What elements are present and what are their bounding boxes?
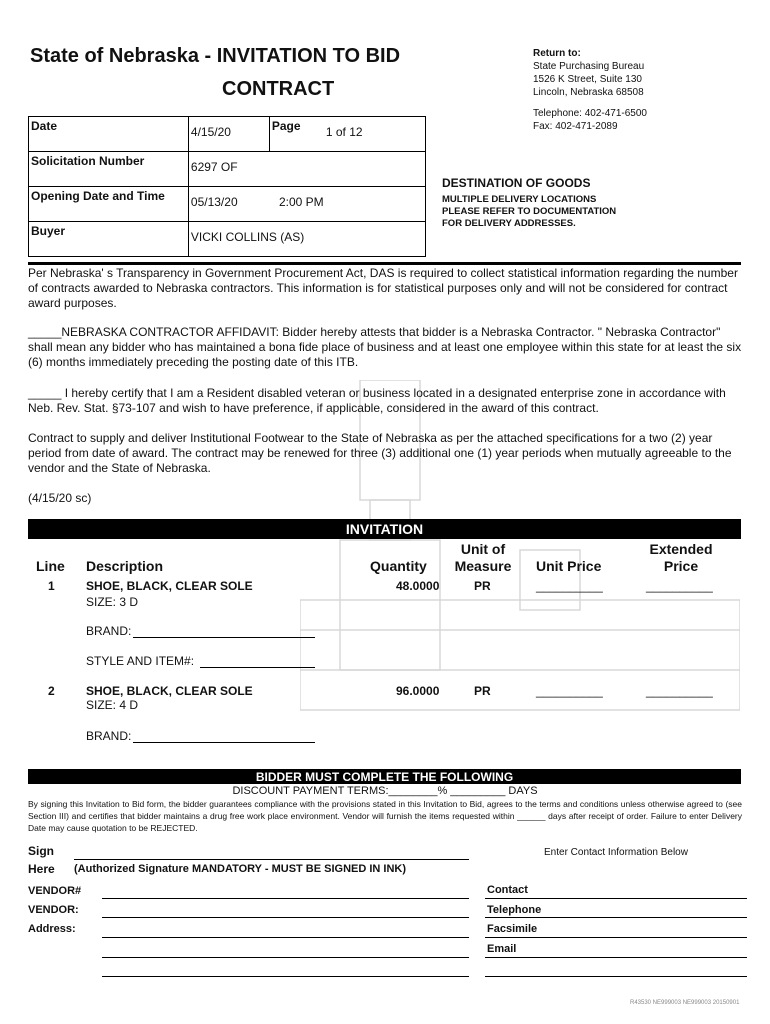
col-ext-line1: Extended <box>649 541 713 557</box>
extended-price-field[interactable]: __________ <box>646 684 713 698</box>
col-quantity: Quantity <box>370 558 427 574</box>
contract-description: Contract to supply and deliver Institutional Footwear to the State of Nebraska as per the attached specifications for a two (2) year period from date of award. The contract may be renewed for three (3) additional one (1) year periods when mutually agreeable to the vendor and the State of Nebraska. <box>28 431 732 475</box>
item-line-number: 2 <box>48 684 55 698</box>
destination-block <box>442 176 616 230</box>
item-description: SHOE, BLACK, CLEAR SOLE <box>86 684 253 698</box>
destination-line: PLEASE REFER TO DOCUMENTATION <box>442 206 617 217</box>
col-description: Description <box>86 558 164 574</box>
unit-price-field[interactable]: __________ <box>536 579 603 593</box>
buyer-label: Buyer <box>31 224 66 238</box>
terms-paragraph: By signing this Invitation to Bid form, the bidder guarantees compliance with the provisions stated in this Invitation to Bid, agrees to the terms and conditions unless otherwise agreed to (see Section III) and certifies that bidder maintains a drug free work place environment. Vendor will furnish the items requested within ______ days after receipt of order. Failure to enter Delivery Date may cause quotation to be REJECTED. <box>28 799 742 833</box>
brand-field[interactable] <box>133 742 315 743</box>
address-field-2[interactable] <box>102 957 469 958</box>
style-field[interactable] <box>200 667 315 668</box>
item-size: SIZE: 3 D <box>86 595 139 609</box>
facsimile-field[interactable] <box>485 937 747 938</box>
item-quantity: 96.0000 <box>396 684 440 698</box>
solicitation-label: Solicitation Number <box>31 154 145 168</box>
col-line: Line <box>36 558 65 574</box>
contact-label: Contact <box>487 884 528 896</box>
col-extended-price <box>640 541 722 575</box>
return-to-line: Lincoln, Nebraska 68508 <box>533 87 644 98</box>
return-to-line: 1526 K Street, Suite 130 <box>533 74 642 85</box>
item-quantity: 48.0000 <box>396 579 440 593</box>
opening-label: Opening Date and Time <box>31 189 165 203</box>
col-unit-price: Unit Price <box>536 558 602 574</box>
return-to-block <box>533 47 647 133</box>
divider <box>28 262 741 265</box>
signature-note: (Authorized Signature MANDATORY - MUST BE SIGNED IN INK) <box>74 863 407 875</box>
discount-terms: DISCOUNT PAYMENT TERMS:________% _________ DAYS <box>232 785 538 797</box>
unit-price-field[interactable]: __________ <box>536 684 603 698</box>
page-value: 1 of 12 <box>325 125 363 139</box>
signature-field[interactable] <box>74 859 469 860</box>
opening-time: 2:00 PM <box>278 195 324 209</box>
solicitation-info-table <box>28 116 426 257</box>
col-unit-line2: Measure <box>454 558 512 574</box>
vendor-label: VENDOR: <box>28 904 79 916</box>
contractor-affidavit: _____NEBRASKA CONTRACTOR AFFIDAVIT: Bidder hereby attests that bidder is a Nebraska Contractor. " Nebraska Contractor" shall mean any bidder who has maintained a bona fide place of business and at least one employee within this state for at least the six (6) months immediately preceding the posting date of this ITB. <box>28 325 742 369</box>
date-value: 4/15/20 <box>190 125 231 139</box>
telephone-number: Telephone: 402-471-6500 <box>533 108 647 119</box>
email-label: Email <box>487 943 517 955</box>
facsimile-label: Facsimile <box>487 923 538 935</box>
sign-label: Sign <box>28 844 54 858</box>
address-label: Address: <box>28 923 76 935</box>
item-line-number: 1 <box>48 579 55 593</box>
address-field-1[interactable] <box>102 937 469 938</box>
brand-field[interactable] <box>133 637 315 638</box>
telephone-label: Telephone <box>487 904 542 916</box>
vendor-field[interactable] <box>102 917 469 918</box>
col-unit-of-measure <box>448 541 518 575</box>
buyer-value: VICKI COLLINS (AS) <box>190 230 305 244</box>
invitation-bar: INVITATION <box>28 519 741 539</box>
return-to-line: State Purchasing Bureau <box>533 61 645 72</box>
destination-line: MULTIPLE DELIVERY LOCATIONS <box>442 194 597 205</box>
email-field-extra[interactable] <box>485 976 747 977</box>
item-description: SHOE, BLACK, CLEAR SOLE <box>86 579 253 593</box>
solicitation-value: 6297 OF <box>190 160 238 174</box>
item-uom: PR <box>474 579 491 593</box>
vendor-number-field[interactable] <box>102 898 469 899</box>
contact-field[interactable] <box>485 898 747 899</box>
vendor-number-label: VENDOR# <box>28 885 82 897</box>
here-label: Here <box>28 862 55 876</box>
destination-line: FOR DELIVERY ADDRESSES. <box>442 218 576 229</box>
transparency-paragraph: Per Nebraska' s Transparency in Government Procurement Act, DAS is required to collect statistical information regarding the number of contracts awarded to Nebraska contractors. This information is for statistical purposes only and will not be considered for contract award purposes. <box>28 266 738 310</box>
contact-info-note: Enter Contact Information Below <box>544 847 688 858</box>
extended-price-field[interactable]: __________ <box>646 579 713 593</box>
veteran-certification: _____ I hereby certify that I am a Resident disabled veteran or business located in a designated enterprise zone in accordance with Neb. Rev. Stat. §73-107 and wish to have preference, if applicable, considered in the award of this contract. <box>28 386 726 415</box>
col-unit-line1: Unit of <box>460 541 506 557</box>
footer-code: R43530 NE999003 NE999003 20150901 <box>630 1000 740 1006</box>
revision-note: (4/15/20 sc) <box>28 491 92 505</box>
style-label: STYLE AND ITEM#: <box>86 654 195 668</box>
date-label: Date <box>31 119 58 133</box>
email-field[interactable] <box>485 957 747 958</box>
col-ext-line2: Price <box>663 558 699 574</box>
telephone-field[interactable] <box>485 917 747 918</box>
destination-heading: DESTINATION OF GOODS <box>442 176 591 190</box>
brand-label: BRAND: <box>86 624 132 638</box>
item-size: SIZE: 4 D <box>86 698 139 712</box>
page-title-contract: CONTRACT <box>222 78 335 100</box>
address-field-3[interactable] <box>102 976 469 977</box>
brand-label: BRAND: <box>86 729 132 743</box>
page-title: State of Nebraska - INVITATION TO BID <box>30 45 401 67</box>
page-label: Page <box>271 119 301 133</box>
item-uom: PR <box>474 684 491 698</box>
return-to-label: Return to: <box>533 48 581 59</box>
bidder-bar: BIDDER MUST COMPLETE THE FOLLOWING <box>28 769 741 784</box>
opening-date: 05/13/20 <box>190 195 238 209</box>
fax-number: Fax: 402-471-2089 <box>533 121 618 132</box>
